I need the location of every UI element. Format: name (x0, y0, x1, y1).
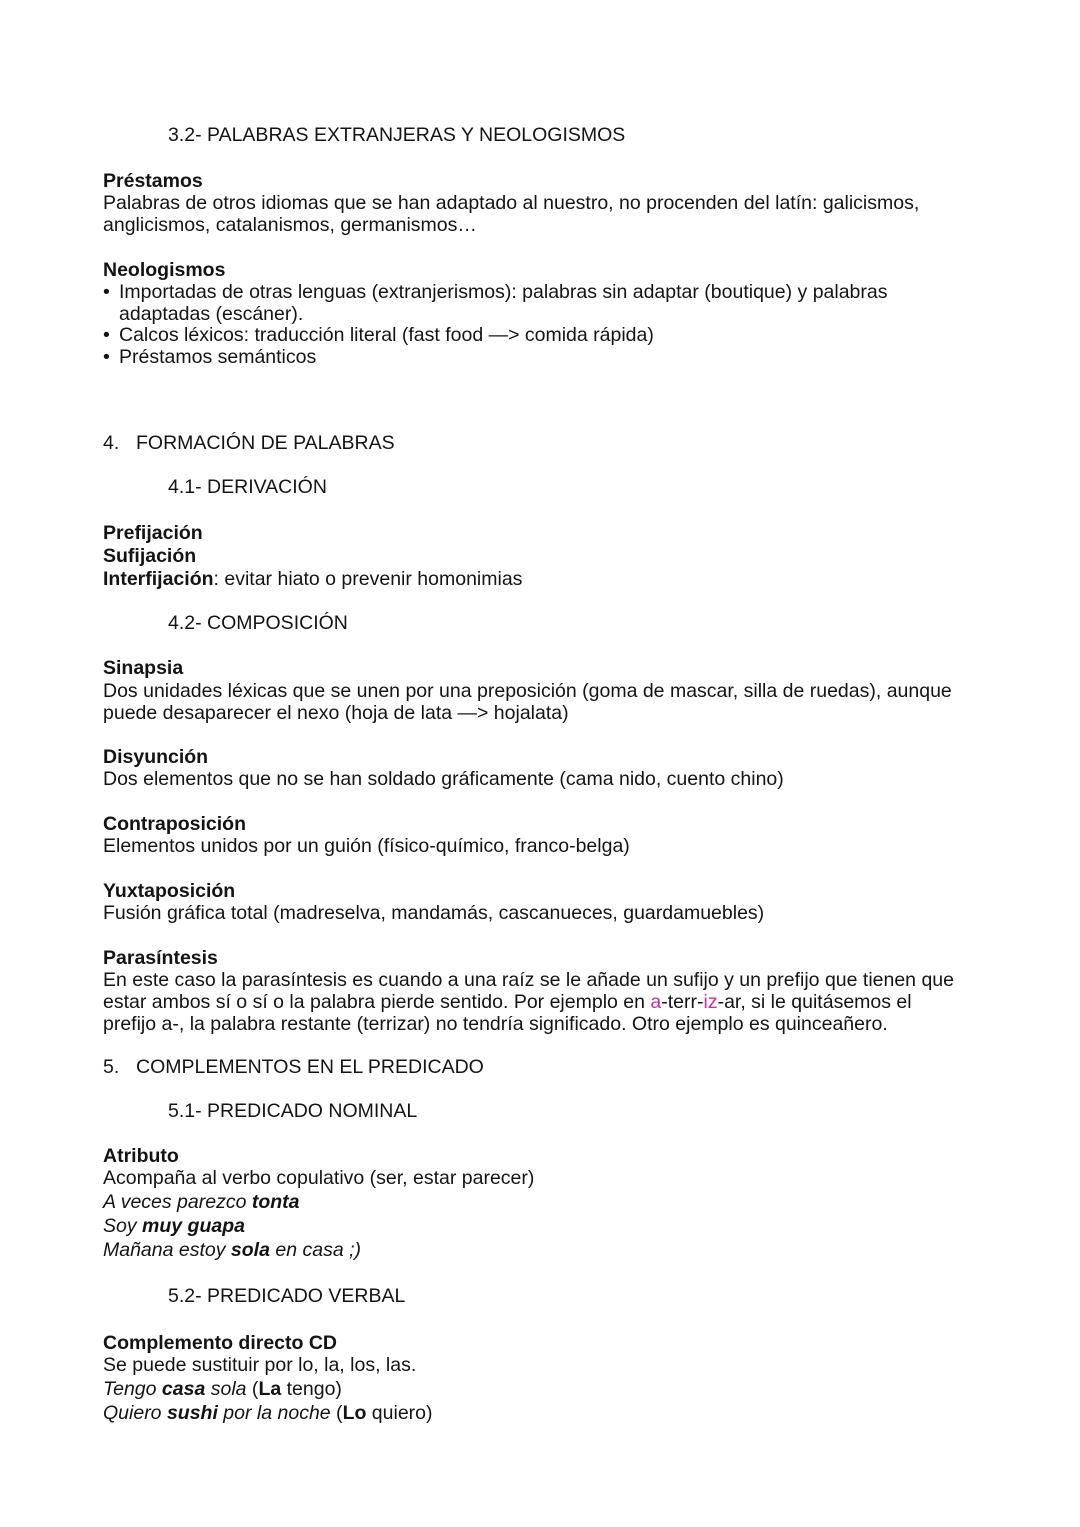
parasintesis-text-2a: estar ambos sí o sí o la palabra pierde sentido. Por ejemplo en (103, 991, 651, 1013)
interfijacion-desc: : evitar hiato o prevenir homonimias (213, 568, 523, 590)
section-4-2-heading: 4.2- COMPOSICIÓN (168, 612, 348, 634)
neologismos-bullet-3: Préstamos semánticos (119, 346, 317, 368)
section-5-number: 5. (103, 1056, 120, 1078)
cd-example-2-c: por la noche (217, 1402, 331, 1424)
atributo-example-1-bold: tonta (251, 1191, 300, 1213)
atributo-example-2-text: Soy (103, 1215, 143, 1237)
cd-desc: Se puede sustituir por lo, la, los, las. (103, 1354, 417, 1376)
sinapsia-title: Sinapsia (103, 657, 184, 679)
parasintesis-text-2 (103, 991, 912, 1014)
neologismos-bullet-1-line-2: adaptadas (escáner). (119, 303, 304, 325)
section-5-2-heading: 5.2- PREDICADO VERBAL (168, 1285, 406, 1307)
sinapsia-text-1: Dos unidades léxicas que se unen por una preposición (goma de mascar, silla de ruedas), aunque (103, 680, 952, 702)
parasintesis-text-2c: -ar, si le quitásemos el (717, 991, 912, 1013)
atributo-example-2 (103, 1215, 245, 1238)
prestamos-text-1: Palabras de otros idiomas que se han adaptado al nuestro, no procenden del latín: galicismos, (103, 192, 920, 214)
disyuncion-title: Disyunción (103, 746, 209, 768)
section-5-1-heading: 5.1- PREDICADO NOMINAL (168, 1100, 418, 1122)
cd-example-2-paren: ( (330, 1402, 343, 1424)
neologismos-bullet-1-line-1: Importadas de otras lenguas (extranjerismos): palabras sin adaptar (boutique) y palabras (119, 281, 888, 303)
cd-example-1-pronoun: La (258, 1378, 282, 1400)
section-4-number: 4. (103, 432, 120, 454)
parasintesis-text-3: prefijo a-, la palabra restante (terrizar) no tendría significado. Otro ejemplo es quinceañero. (103, 1013, 888, 1035)
cd-example-2-bold: sushi (166, 1402, 218, 1424)
prefix-highlight: a (650, 991, 662, 1013)
disyuncion-text: Dos elementos que no se han soldado gráficamente (cama nido, cuento chino) (103, 768, 784, 790)
parasintesis-title: Parasíntesis (103, 947, 218, 969)
neologismos-title: Neologismos (103, 259, 226, 281)
cd-example-1-bold: casa (161, 1378, 206, 1400)
contraposicion-title: Contraposición (103, 813, 247, 835)
yuxtaposicion-title: Yuxtaposición (103, 880, 236, 902)
bullet-3: • (103, 346, 110, 368)
atributo-desc: Acompaña al verbo copulativo (ser, estar parecer) (103, 1167, 535, 1189)
prestamos-text-2: anglicismos, catalanismos, germanismos… (103, 214, 477, 236)
parasintesis-text-2b: -terr- (661, 991, 704, 1013)
cd-example-2-a: Quiero (103, 1402, 167, 1424)
interfijacion-line (103, 568, 522, 591)
suffix-highlight: iz (703, 991, 718, 1013)
cd-title: Complemento directo CD (103, 1332, 338, 1354)
cd-example-1-verb: tengo) (281, 1378, 342, 1400)
cd-example-1-paren: ( (246, 1378, 259, 1400)
atributo-example-3 (103, 1239, 361, 1262)
sinapsia-text-2: puede desaparecer el nexo (hoja de lata —> hojalata) (103, 702, 569, 724)
prestamos-title: Préstamos (103, 170, 203, 192)
atributo-example-3-bold: sola (230, 1239, 270, 1261)
atributo-title: Atributo (103, 1145, 179, 1167)
atributo-example-2-bold: muy guapa (142, 1215, 245, 1237)
cd-example-1-c: sola (205, 1378, 247, 1400)
cd-example-2-verb: quiero) (366, 1402, 433, 1424)
interfijacion-title: Interfijación (103, 568, 214, 590)
section-5-heading: COMPLEMENTOS EN EL PREDICADO (136, 1056, 484, 1078)
bullet-1: • (103, 281, 110, 303)
atributo-example-1-text: A veces parezco (103, 1191, 252, 1213)
atributo-example-1 (103, 1191, 300, 1214)
contraposicion-text: Elementos unidos por un guión (físico-químico, franco-belga) (103, 835, 630, 857)
cd-example-2-pronoun: Lo (342, 1402, 367, 1424)
cd-example-2 (103, 1402, 433, 1425)
section-4-heading: FORMACIÓN DE PALABRAS (136, 432, 395, 454)
sufijacion-title: Sufijación (103, 545, 197, 567)
section-4-1-heading: 4.1- DERIVACIÓN (168, 476, 327, 498)
parasintesis-text-1: En este caso la parasíntesis es cuando a una raíz se le añade un sufijo y un prefijo que tienen que (103, 969, 954, 991)
atributo-example-3-text: Mañana estoy (103, 1239, 231, 1261)
cd-example-1-a: Tengo (103, 1378, 162, 1400)
bullet-2: • (103, 324, 110, 346)
section-3-2-heading: 3.2- PALABRAS EXTRANJERAS Y NEOLOGISMOS (168, 124, 626, 146)
prefijacion-title: Prefijación (103, 522, 203, 544)
neologismos-bullet-2: Calcos léxicos: traducción literal (fast food —> comida rápida) (119, 324, 654, 346)
yuxtaposicion-text: Fusión gráfica total (madreselva, mandamás, cascanueces, guardamuebles) (103, 902, 765, 924)
cd-example-1 (103, 1378, 342, 1401)
atributo-example-3-tail: en casa ;) (269, 1239, 361, 1261)
